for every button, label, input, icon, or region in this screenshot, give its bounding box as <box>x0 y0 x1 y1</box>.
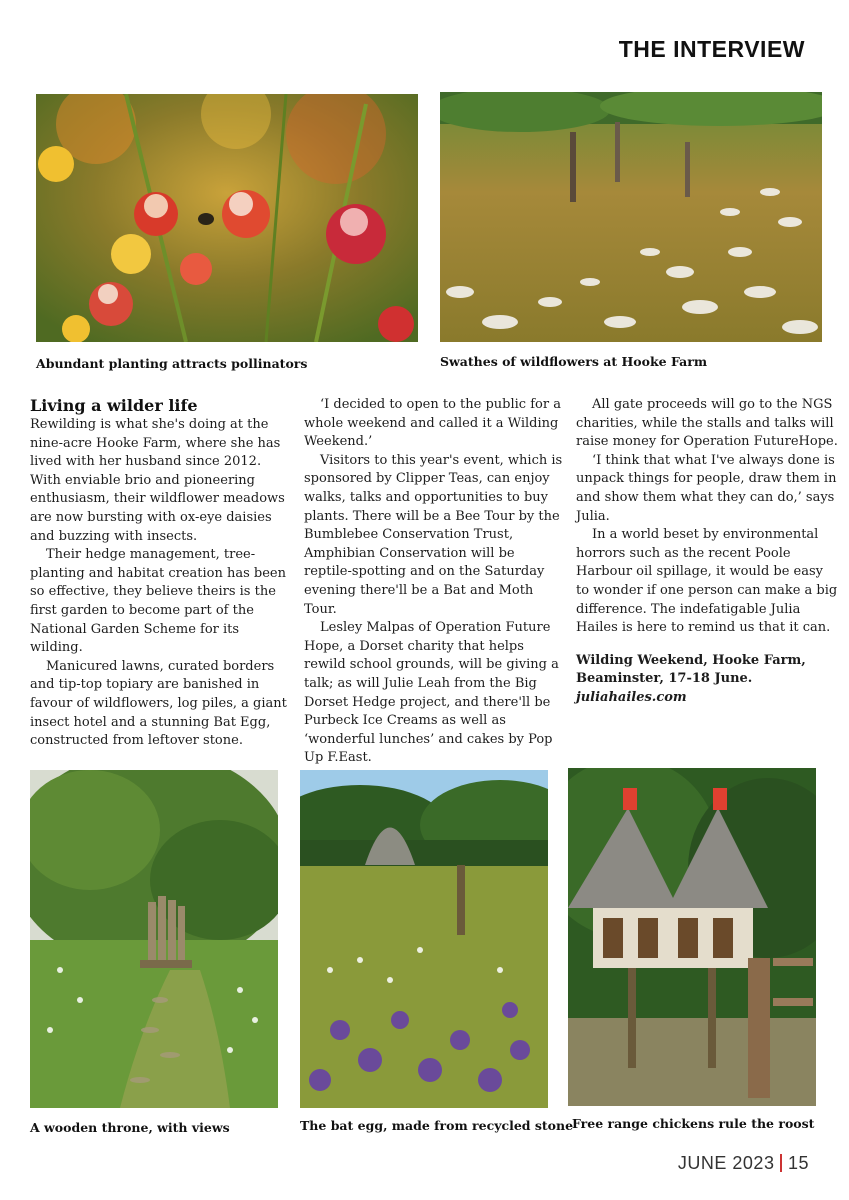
paragraph: Manicured lawns, curated borders and tip-top topiary are banished in favour of wildflowers, log piles, a giant insect hotel and a stunning Bat Egg, constructed from leftover stone. <box>30 658 287 749</box>
photo-throne <box>30 770 278 1108</box>
wildflower-meadow-image <box>440 92 822 342</box>
event-url[interactable]: juliahailes.com <box>576 689 687 705</box>
divider <box>780 1154 782 1172</box>
caption-pollinators: Abundant planting attracts pollinators <box>36 356 308 371</box>
caption-throne: A wooden throne, with views <box>30 1120 230 1135</box>
page-number: 15 <box>787 1153 809 1173</box>
article-column-2 <box>304 396 566 768</box>
paragraph: Rewilding is what she's doing at the nine-acre Hooke Farm, where she has lived with her husband since 2012. With enviable brio and pioneering enthusiasm, their wildflower meadows are now bursting with ox-eye daisies and buzzing with insects. <box>30 417 285 544</box>
section-title: THE INTERVIEW <box>618 36 805 62</box>
paragraph: In a world beset by environmental horrors such as the recent Poole Harbour oil spillage, it would be easy to wonder if one person can make a big difference. The indefatigable Julia Hailes is here to remind us that it can. <box>576 527 838 636</box>
paragraph: Visitors to this year's event, which is sponsored by Clipper Teas, can enjoy walks, talks and opportunities to buy plants. There will be a Bee Tour by the Bumblebee Conservation Trust, Amphibian Conservation will be reptile-spotting and on the Saturday evening there'll be a Bat and Moth Tour. <box>304 452 563 617</box>
issue-date: JUNE 2023 <box>677 1153 775 1173</box>
bat-egg-image <box>300 770 548 1108</box>
photo-pollinators <box>36 94 418 342</box>
caption-chickens: Free range chickens rule the roost <box>572 1116 815 1131</box>
paragraph: ‘I decided to open to the public for a whole weekend and called it a Wilding Weekend.’ <box>304 397 561 450</box>
event-title: Wilding Weekend, Hooke Farm, <box>576 652 806 668</box>
caption-meadow: Swathes of wildflowers at Hooke Farm <box>440 354 708 369</box>
photo-meadow <box>440 92 822 342</box>
article-heading: Living a wilder life <box>30 396 198 415</box>
event-place: Beaminster, 17-18 June. <box>576 671 753 687</box>
page-footer <box>678 1153 809 1174</box>
article-column-1 <box>30 396 292 751</box>
event-info <box>576 652 838 708</box>
flowers-closeup-image <box>36 94 418 342</box>
paragraph: Lesley Malpas of Operation Future Hope, a Dorset charity that helps rewild school grounds, will be giving a talk; as will Julie Leah from the Big Dorset Hedge project, and there'll be Purbeck Ice Creams as well as ‘wonderful lunches’ and cakes by Pop Up F.East. <box>304 620 559 766</box>
photo-chickens <box>568 768 816 1106</box>
wooden-throne-image <box>30 770 278 1108</box>
photo-bat-egg <box>300 770 548 1108</box>
paragraph: All gate proceeds will go to the NGS charities, while the stalls and talks will raise money for Operation FutureHope. <box>576 397 838 450</box>
caption-bat-egg: The bat egg, made from recycled stone <box>300 1118 574 1133</box>
paragraph: Their hedge management, tree-planting and habitat creation has been so effective, they believe theirs is the first garden to become part of the National Garden Scheme for its wilding. <box>30 547 286 656</box>
chicken-house-image <box>568 768 816 1106</box>
article-column-3 <box>576 396 838 708</box>
paragraph: ‘I think that what I've always done is unpack things for people, draw them in and show them what they can do,’ says Julia. <box>576 452 837 524</box>
